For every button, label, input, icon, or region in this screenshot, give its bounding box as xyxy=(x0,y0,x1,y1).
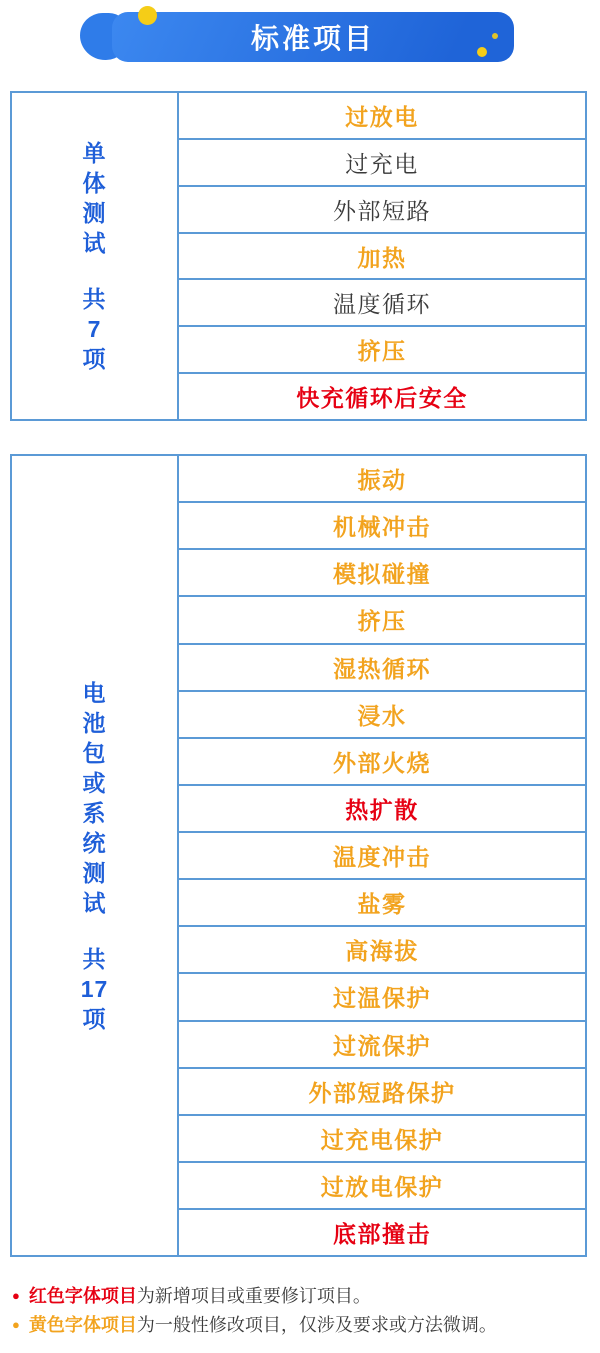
count-label-char: 17 xyxy=(80,975,109,1002)
test-item-row: 过充电保护 xyxy=(179,1116,585,1163)
count-label-char: 共 xyxy=(82,945,107,972)
yellow-dot-small-icon xyxy=(492,33,498,39)
group-label-char: 测 xyxy=(82,859,107,886)
test-item-row: 高海拔 xyxy=(179,927,585,974)
group-label-char: 体 xyxy=(82,170,107,196)
test-item-row: 加热 xyxy=(179,234,585,281)
legend-bullet-icon: ● xyxy=(12,1288,20,1303)
pack-system-tests-rows xyxy=(179,456,585,1255)
cell-tests-table xyxy=(10,91,587,421)
test-item-row: 温度冲击 xyxy=(179,833,585,880)
group-label-char: 包 xyxy=(82,739,107,766)
group-label-char: 系 xyxy=(82,799,107,826)
test-item-row: 外部短路保护 xyxy=(179,1069,585,1116)
test-item-row: 外部短路 xyxy=(179,187,585,234)
title-banner xyxy=(112,12,514,62)
group-label-char: 测 xyxy=(82,200,107,226)
test-item-row: 过充电 xyxy=(179,140,585,187)
yellow-dot-medium-icon xyxy=(477,47,487,57)
legend-line xyxy=(12,1283,590,1309)
page-title: 标准项目 xyxy=(250,23,375,54)
count-label-char: 7 xyxy=(87,316,102,342)
test-item-row: 过放电保护 xyxy=(179,1163,585,1210)
test-item-row: 挤压 xyxy=(179,327,585,374)
yellow-dot-large-icon xyxy=(138,6,157,25)
cell-tests-rows xyxy=(179,93,585,419)
count-label-char: 项 xyxy=(82,1005,107,1032)
group-label-char: 试 xyxy=(82,889,107,916)
legend-term: 黄色字体项目 xyxy=(28,1315,137,1335)
group-label-char: 池 xyxy=(82,709,107,736)
group-label-char: 统 xyxy=(82,829,107,856)
test-item-row: 浸水 xyxy=(179,692,585,739)
group-label-pack-system-tests xyxy=(12,456,179,1255)
group-label-char: 单 xyxy=(82,140,107,166)
legend-term: 红色字体项目 xyxy=(28,1286,137,1306)
test-item-row: 过温保护 xyxy=(179,974,585,1021)
test-item-row: 湿热循环 xyxy=(179,645,585,692)
test-item-row: 机械冲击 xyxy=(179,503,585,550)
test-item-row: 快充循环后安全 xyxy=(296,385,468,412)
group-label-cell-tests xyxy=(12,93,179,419)
count-label-char: 项 xyxy=(82,346,107,372)
test-item-row: 底部撞击 xyxy=(333,1221,431,1248)
legend-description: 为一般性修改项目，仅涉及要求或方法微调。 xyxy=(136,1315,497,1335)
group-label-char: 或 xyxy=(82,769,107,796)
test-item-row: 振动 xyxy=(179,456,585,503)
header-banner xyxy=(0,0,600,84)
group-label-char: 试 xyxy=(82,230,107,256)
test-item-row: 盐雾 xyxy=(179,880,585,927)
color-legend xyxy=(12,1283,590,1338)
test-item-row: 温度循环 xyxy=(179,280,585,327)
test-item-row: 挤压 xyxy=(179,597,585,644)
count-label-char: 共 xyxy=(82,286,107,312)
test-item-row: 外部火烧 xyxy=(179,739,585,786)
pack-system-tests-table xyxy=(10,454,587,1257)
test-item-row: 过放电 xyxy=(179,93,585,140)
test-item-row: 热扩散 xyxy=(179,786,585,833)
legend-description: 为新增项目或重要修订项目。 xyxy=(136,1286,371,1306)
legend-bullet-icon: ● xyxy=(12,1317,20,1332)
group-label-char: 电 xyxy=(82,679,107,706)
test-item-row: 模拟碰撞 xyxy=(179,550,585,597)
test-item-row: 过流保护 xyxy=(179,1022,585,1069)
legend-line xyxy=(12,1312,590,1338)
